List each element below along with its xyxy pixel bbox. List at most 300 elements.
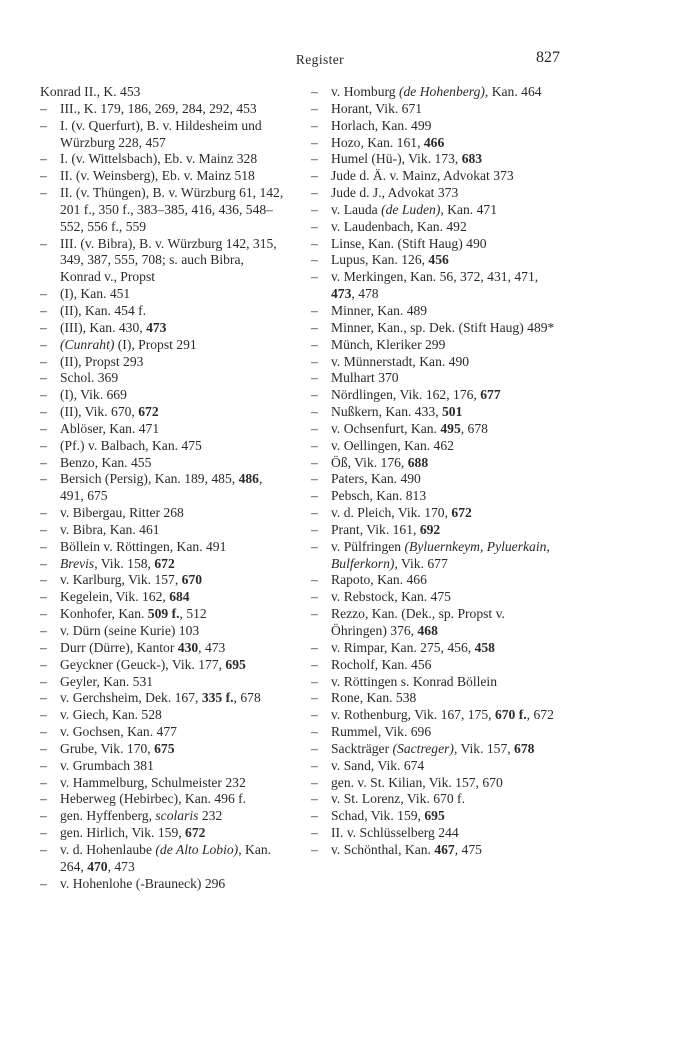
index-entry [40, 707, 288, 724]
index-entry [311, 657, 559, 674]
index-entry [311, 404, 559, 421]
index-entry [40, 690, 288, 707]
entry-text: v. Sand, Vik. 674 [331, 757, 425, 773]
entry-text: Heberweg (Hebirbec), Kan. 496 f. [60, 791, 247, 807]
index-entry [311, 185, 559, 202]
entry-dash: – [311, 336, 318, 352]
entry-text: Linse, Kan. (Stift Haug) 490 [331, 235, 487, 251]
entry-text: v. Karlburg, Vik. 157, [60, 572, 182, 588]
entry-dash: – [311, 185, 318, 201]
entry-dash: – [40, 100, 47, 116]
entry-dash: – [40, 724, 47, 740]
entry-text: gen. Hyffenberg, [60, 808, 156, 824]
entry-text: , 475 [454, 841, 482, 857]
index-entry [40, 151, 288, 168]
entry-text: v. Merkingen, Kan. 56, 372, 431, 471, [331, 269, 539, 285]
entry-text: gen. Hirlich, Vik. 159, [60, 825, 186, 841]
entry-dash: – [40, 336, 47, 352]
entry-text: v. Lauda [331, 201, 382, 217]
entry-dash: – [311, 505, 318, 521]
index-entry [311, 320, 559, 337]
entry-text: v. St. Lorenz, Vik. 670 f. [331, 791, 465, 807]
index-column-right [311, 84, 559, 859]
entry-dash: – [40, 387, 47, 403]
entry-dash: – [40, 117, 47, 133]
entry-dash: – [311, 134, 318, 150]
entry-text: Konhofer, Kan. [60, 606, 148, 622]
entry-text: Nußkern, Kan. 433, [331, 404, 442, 420]
bold-page-reference: 473 [146, 319, 167, 335]
entry-text: v. d. Pleich, Vik. 170, [331, 505, 452, 521]
index-entry [311, 438, 559, 455]
entry-text: Jude d. Ä. v. Mainz, Advokat 373 [331, 168, 514, 184]
entry-text: v. Hammelburg, Schulmeister 232 [60, 774, 246, 790]
entry-dash: – [40, 521, 47, 537]
entry-text: Mulhart 370 [331, 370, 399, 386]
index-entry [40, 505, 288, 522]
index-entry [40, 842, 288, 876]
entry-dash: – [311, 488, 318, 504]
entry-dash: – [311, 404, 318, 420]
entry-text: , 473 [198, 639, 226, 655]
index-entry [40, 657, 288, 674]
bold-page-reference: 670 f. [494, 707, 527, 723]
index-entry [311, 640, 559, 657]
bold-page-reference: 672 [185, 825, 206, 841]
bold-page-reference: 672 [138, 404, 159, 420]
index-entry [311, 674, 559, 691]
entry-text: v. Grumbach 381 [60, 757, 154, 773]
index-entry [40, 623, 288, 640]
entry-text: III., K. 179, 186, 269, 284, 292, 453 [60, 100, 257, 116]
entry-dash: – [40, 740, 47, 756]
entry-text: (II), Propst 293 [60, 353, 144, 369]
entry-text: Sackträger [331, 740, 393, 756]
bold-page-reference: 495 [440, 420, 461, 436]
entry-text: , 491, 675 [60, 471, 263, 504]
entry-dash: – [40, 168, 47, 184]
index-entry [40, 606, 288, 623]
entry-dash: – [40, 505, 47, 521]
index-entry [40, 118, 288, 152]
entry-dash: – [311, 673, 318, 689]
bold-page-reference: 675 [154, 740, 175, 756]
entry-dash: – [40, 791, 47, 807]
index-entry [40, 791, 288, 808]
entry-text: v. Ochsenfurt, Kan. [331, 420, 441, 436]
entry-dash: – [40, 538, 47, 554]
index-entry [311, 168, 559, 185]
entry-dash: – [311, 521, 318, 537]
entry-text: Minner, Kan., sp. Dek. (Stift Haug) 489* [331, 319, 555, 335]
entry-text: Grube, Vik. 170, [60, 740, 155, 756]
index-entry [311, 572, 559, 589]
entry-dash: – [311, 825, 318, 841]
index-entry [40, 185, 288, 236]
entry-dash: – [311, 370, 318, 386]
entry-text: , 672 [526, 707, 554, 723]
index-entry [40, 236, 288, 287]
entry-text: v. Röttingen s. Konrad Böllein [331, 673, 498, 689]
index-entry [311, 269, 559, 303]
index-entry [40, 808, 288, 825]
index-entry [311, 741, 559, 758]
entry-dash: – [311, 269, 318, 285]
entry-dash: – [311, 740, 318, 756]
bold-page-reference: 468 [417, 623, 438, 638]
entry-dash: – [40, 690, 47, 706]
entry-dash: – [40, 707, 47, 723]
entry-text: Konrad II., K. 453 [40, 84, 141, 99]
entry-text: v. Rimpar, Kan. 275, 456, [331, 639, 475, 655]
italic-name-variant: Brevis [60, 555, 95, 571]
entry-text: v. Gerchsheim, Dek. 167, [60, 690, 202, 706]
entry-dash: – [311, 420, 318, 436]
entry-text: Geyler, Kan. 531 [60, 673, 154, 689]
entry-text: v. Dürn (seine Kurie) 103 [60, 623, 200, 638]
entry-text: Prant, Vik. 161, [331, 521, 420, 537]
entry-dash: – [311, 235, 318, 251]
index-entry [311, 522, 559, 539]
entry-dash: – [40, 454, 47, 470]
index-entry [311, 707, 559, 724]
index-entry [311, 808, 559, 825]
bold-page-reference: 473 [331, 286, 352, 302]
index-entry [311, 589, 559, 606]
index-entry [311, 202, 559, 219]
entry-text: Jude d. J., Advokat 373 [331, 185, 459, 201]
index-entry [311, 455, 559, 472]
entry-dash: – [311, 690, 318, 706]
entry-text: , Kan. 264, [60, 841, 272, 874]
entry-text: , Kan. 471 [440, 201, 497, 217]
index-entry [40, 572, 288, 589]
bold-page-reference: 470 [87, 858, 108, 874]
entry-dash: – [40, 673, 47, 689]
entry-text: , 678 [460, 420, 488, 436]
entry-text: Rocholf, Kan. 456 [331, 656, 432, 672]
entry-dash: – [40, 757, 47, 773]
index-entry [311, 370, 559, 387]
entry-text: (I), Vik. 669 [60, 387, 127, 403]
entry-text: I. (v. Querfurt), B. v. Hildesheim und Würzburg 228, 457 [60, 117, 262, 150]
bold-page-reference: 456 [428, 252, 449, 268]
entry-dash: – [311, 353, 318, 369]
entry-dash: – [311, 302, 318, 318]
entry-text: (I), Kan. 451 [60, 286, 131, 302]
entry-text: Rapoto, Kan. 466 [331, 572, 427, 588]
index-entry [40, 825, 288, 842]
entry-dash: – [311, 151, 318, 167]
entry-dash: – [40, 370, 47, 386]
entry-text: Schol. 369 [60, 370, 119, 386]
entry-text: Kegelein, Vik. 162, [60, 589, 170, 605]
entry-dash: – [40, 471, 47, 487]
index-entry [311, 101, 559, 118]
entry-text: v. Hohenlohe (-Brauneck) 296 [60, 875, 226, 891]
entry-dash: – [40, 841, 47, 857]
index-entry [40, 303, 288, 320]
entry-text: Rone, Kan. 538 [331, 690, 417, 706]
entry-text: , Vik. 157, [453, 740, 515, 756]
index-entry [311, 471, 559, 488]
entry-dash: – [40, 774, 47, 790]
index-entry [311, 236, 559, 253]
index-entry [311, 825, 559, 842]
entry-text: Ablöser, Kan. 471 [60, 420, 160, 436]
entry-dash: – [311, 606, 318, 622]
entry-dash: – [311, 387, 318, 403]
bold-page-reference: 466 [423, 134, 445, 150]
entry-dash: – [311, 589, 318, 605]
entry-dash: – [311, 791, 318, 807]
entry-dash: – [40, 235, 47, 251]
entry-text: v. d. Hohenlaube [60, 841, 156, 857]
entry-dash: – [40, 808, 47, 824]
index-entry [311, 775, 559, 792]
entry-text: , 473 [107, 858, 135, 874]
italic-name-variant: (Cunraht) [60, 336, 115, 352]
index-entry [311, 606, 559, 640]
italic-name-variant: (de Hohenberg) [398, 84, 485, 99]
entry-text: v. Bibergau, Ritter 268 [60, 505, 184, 521]
entry-text: I. (v. Wittelsbach), Eb. v. Mainz 328 [60, 151, 258, 167]
entry-text: Humel (Hü-), Vik. 173, [331, 151, 462, 167]
bold-page-reference: 430 [177, 639, 199, 655]
entry-dash: – [40, 353, 47, 369]
entry-dash: – [311, 471, 318, 487]
entry-text: II. v. Schlüsselberg 244 [331, 825, 459, 841]
entry-dash: – [40, 875, 47, 891]
entry-text: Hozo, Kan. 161, [331, 134, 424, 150]
bold-page-reference: 677 [480, 387, 501, 403]
index-entry [40, 370, 288, 387]
index-entry [40, 286, 288, 303]
index-entry [311, 842, 559, 859]
index-entry [311, 337, 559, 354]
index-entry [311, 421, 559, 438]
index-entry [311, 758, 559, 775]
index-entry [40, 421, 288, 438]
entry-dash: – [40, 825, 47, 841]
entry-text: 232 [198, 808, 223, 824]
entry-dash: – [311, 84, 318, 99]
entry-dash: – [311, 774, 318, 790]
entry-dash: – [40, 151, 47, 167]
entry-text: Horlach, Kan. 499 [331, 117, 432, 133]
entry-text: Minner, Kan. 489 [331, 302, 428, 318]
entry-dash: – [311, 538, 318, 554]
entry-text: v. Homburg [331, 84, 399, 99]
index-entry [40, 775, 288, 792]
entry-text: (III), Kan. 430, [60, 319, 147, 335]
bold-page-reference: 683 [461, 151, 483, 167]
index-entry [311, 488, 559, 505]
index-entry [40, 101, 288, 118]
entry-dash: – [40, 286, 47, 302]
entry-text: v. Laudenbach, Kan. 492 [331, 218, 467, 234]
entry-dash: – [40, 437, 47, 453]
index-entry [311, 505, 559, 522]
entry-text: Nördlingen, Vik. 162, 176, [331, 387, 481, 403]
index-entry [40, 471, 288, 505]
italic-name-variant: scolaris [155, 808, 199, 824]
entry-text: III. (v. Bibra), B. v. Würzburg 142, 315, 349, 387, 555, 708; s. auch Bibra, Konrad v., Propst [60, 235, 277, 285]
page-number: 827 [536, 49, 560, 66]
bold-page-reference: 335 f. [201, 690, 234, 706]
entry-dash: – [311, 437, 318, 453]
entry-text: v. Bibra, Kan. 461 [60, 521, 160, 537]
entry-dash: – [311, 319, 318, 335]
entry-dash: – [311, 117, 318, 133]
index-entry [40, 724, 288, 741]
entry-dash: – [311, 707, 318, 723]
entry-dash: – [311, 724, 318, 740]
bold-page-reference: 670 [181, 572, 203, 588]
entry-text: Pebsch, Kan. 813 [331, 488, 427, 504]
entry-text: , Vik. 677 [394, 555, 448, 571]
entry-text: II. (v. Weinsberg), Eb. v. Mainz 518 [60, 168, 255, 184]
entry-text: Rezzo, Kan. (Dek., sp. Propst v. Öhringen) 376, [331, 606, 505, 638]
entry-text: v. Gochsen, Kan. 477 [60, 724, 177, 740]
bold-page-reference: 692 [419, 521, 441, 537]
running-title: Register [295, 52, 345, 67]
entry-text: Geyckner (Geuck-), Vik. 177, [60, 656, 226, 672]
entry-dash: – [40, 639, 47, 655]
entry-text: Lupus, Kan. 126, [331, 252, 429, 268]
entry-text: Benzo, Kan. 455 [60, 454, 152, 470]
bold-page-reference: 501 [442, 404, 463, 420]
entry-dash: – [311, 841, 318, 857]
index-entry [311, 690, 559, 707]
index-entry [311, 539, 559, 573]
index-entry [40, 354, 288, 371]
entry-text: gen. v. St. Kilian, Vik. 157, 670 [331, 774, 503, 790]
index-entry [40, 640, 288, 657]
bold-page-reference: 509 f. [147, 606, 180, 622]
bold-page-reference: 695 [424, 808, 445, 824]
entry-text: v. Rothenburg, Vik. 167, 175, [331, 707, 495, 723]
entry-text: v. Giech, Kan. 528 [60, 707, 162, 723]
italic-name-variant: (de Alto Lobio) [155, 841, 239, 857]
index-entry [40, 674, 288, 691]
entry-dash: – [311, 757, 318, 773]
entry-text: v. Oellingen, Kan. 462 [331, 437, 454, 453]
index-entry [40, 758, 288, 775]
entry-text: (Pf.) v. Balbach, Kan. 475 [60, 437, 202, 453]
bold-page-reference: 672 [154, 555, 175, 571]
bold-page-reference: 458 [474, 639, 495, 655]
index-entry [311, 151, 559, 168]
index-entry [40, 320, 288, 337]
index-entry [40, 741, 288, 758]
entry-dash: – [40, 420, 47, 436]
index-entry [311, 118, 559, 135]
bold-page-reference: 467 [434, 841, 455, 857]
entry-dash: – [311, 572, 318, 588]
index-entry [311, 135, 559, 152]
italic-name-variant: (de Luden) [381, 201, 441, 217]
index-entry [40, 337, 288, 354]
entry-dash: – [40, 572, 47, 588]
italic-name-variant: (Sactreger) [392, 740, 454, 756]
entry-text: Münch, Kleriker 299 [331, 336, 446, 352]
entry-dash: – [40, 319, 47, 335]
bold-page-reference: 688 [407, 454, 429, 470]
index-entry [40, 387, 288, 404]
entry-text: II. (v. Thüngen), B. v. Würzburg 61, 142, 201 f., 350 f., 383–385, 416, 436, 548–552, 556 f., 559 [60, 185, 284, 234]
index-entry [40, 404, 288, 421]
bold-page-reference: 678 [514, 740, 535, 756]
entry-dash: – [311, 252, 318, 268]
index-entry [40, 168, 288, 185]
entry-dash: – [311, 100, 318, 116]
entry-dash: – [311, 201, 318, 217]
entry-text: , Vik. 158, [94, 555, 155, 571]
index-entry [40, 438, 288, 455]
bold-page-reference: 684 [169, 589, 190, 605]
entry-text: , 478 [351, 286, 379, 302]
index-entry [40, 84, 288, 101]
index-entry [311, 354, 559, 371]
index-entry [311, 84, 559, 101]
entry-dash: – [40, 623, 47, 638]
entry-dash: – [40, 589, 47, 605]
entry-text: Horant, Vik. 671 [331, 100, 423, 116]
index-column-left [40, 84, 288, 893]
entry-text: v. Pülfringen [331, 538, 405, 554]
entry-text: , Kan. 464 [484, 84, 542, 99]
index-entry [311, 303, 559, 320]
index-entry [311, 791, 559, 808]
entry-dash: – [40, 302, 47, 318]
entry-text: v. Münnerstadt, Kan. 490 [331, 353, 470, 369]
entry-dash: – [40, 606, 47, 622]
entry-dash: – [40, 555, 47, 571]
entry-dash: – [40, 185, 47, 201]
entry-dash: – [311, 639, 318, 655]
index-entry [311, 219, 559, 236]
entry-dash: – [40, 656, 47, 672]
entry-dash: – [311, 218, 318, 234]
index-entry [40, 522, 288, 539]
entry-text: Paters, Kan. 490 [331, 471, 421, 487]
entry-text: Durr (Dürre), Kantor [60, 639, 178, 655]
entry-dash: – [311, 656, 318, 672]
index-entry [40, 589, 288, 606]
index-entry [311, 252, 559, 269]
entry-text: Schad, Vik. 159, [331, 808, 425, 824]
index-entry [40, 455, 288, 472]
index-entry [311, 724, 559, 741]
entry-text: (II), Kan. 454 f. [60, 302, 147, 318]
bold-page-reference: 695 [225, 656, 246, 672]
bold-page-reference: 486 [238, 471, 259, 487]
entry-dash: – [311, 168, 318, 184]
entry-dash: – [311, 454, 318, 470]
entry-dash: – [40, 404, 47, 420]
bold-page-reference: 672 [451, 505, 472, 521]
entry-text: (II), Vik. 670, [60, 404, 139, 420]
index-entry [311, 387, 559, 404]
italic-name-variant: (Byluernkeym, Pyluerkain, Bulferkorn) [331, 538, 550, 571]
entry-text: Bersich (Persig), Kan. 189, 485, [60, 471, 239, 487]
index-entry [40, 556, 288, 573]
entry-text: , 512 [179, 606, 207, 622]
entry-text: v. Rebstock, Kan. 475 [331, 589, 451, 605]
entry-text: v. Schönthal, Kan. [331, 841, 435, 857]
entry-text: Rummel, Vik. 696 [331, 724, 432, 740]
